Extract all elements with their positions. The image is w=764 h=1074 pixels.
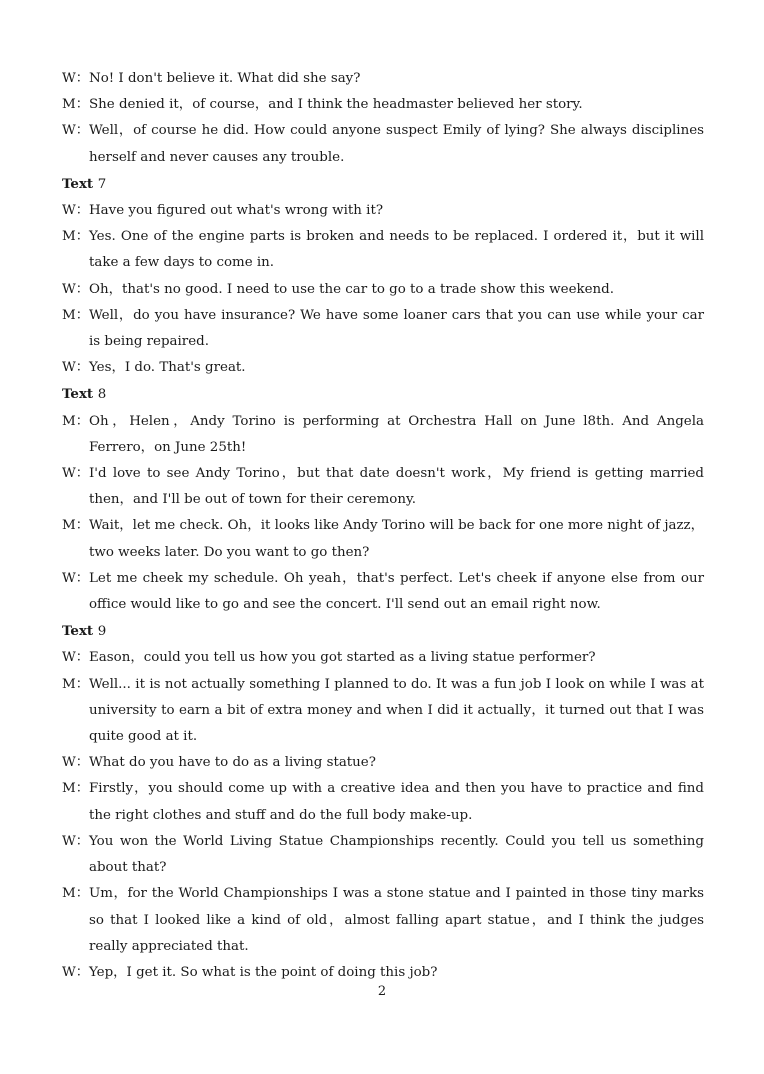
speaker-label: W： xyxy=(62,360,90,376)
utterance xyxy=(62,776,704,828)
utterance-text: Yes. One of the engine parts is broken and needs to be replaced. I ordered it，but it will take a few days to come in. xyxy=(89,229,704,271)
speaker-label: W： xyxy=(62,755,90,771)
speaker-label: W： xyxy=(62,466,90,482)
heading-number: 8 xyxy=(97,387,107,403)
utterance-text: Wait，let me check. Oh，it looks like Andy Torino will be back for one more night of jazz，two weeks later. Do you want to go then? xyxy=(89,518,704,560)
utterance xyxy=(62,198,704,224)
utterance xyxy=(62,224,704,276)
utterance-text: Eason，could you tell us how you got started as a living statue performer? xyxy=(89,650,596,666)
utterance-text: I'd love to see Andy Torino，but that date doesn't work，My friend is getting married then，and I'll be out of town for their ceremony. xyxy=(89,466,704,508)
utterance xyxy=(62,672,704,751)
utterance xyxy=(62,566,704,618)
utterance-text: Um，for the World Championships I was a stone statue and I painted in those tiny marks so that I looked like a kind of old，almost falling apart statue，and I think the judges really appreciated that. xyxy=(89,886,704,954)
utterance xyxy=(62,92,704,118)
utterance-text: No! I don't believe it. What did she say? xyxy=(89,71,361,86)
utterance-text: What do you have to do as a living statue? xyxy=(89,755,376,771)
utterance xyxy=(62,409,704,461)
speaker-label: W： xyxy=(62,833,90,849)
utterance-text: Yep，I get it. So what is the point of doing this job? xyxy=(89,964,438,980)
speaker-label: M： xyxy=(62,518,90,534)
speaker-label: W： xyxy=(62,71,90,86)
speaker-label: M： xyxy=(62,886,90,902)
section-heading-text-9 xyxy=(62,618,704,645)
utterance xyxy=(62,461,704,513)
utterance-text: Let me cheek my schedule. Oh yeah，that's perfect. Let's cheek if anyone else from our office would like to go and see the concert. I'll send out an email right now. xyxy=(89,570,704,613)
speaker-label: W： xyxy=(62,203,90,219)
section-heading-text-7 xyxy=(62,171,704,198)
transcript-body xyxy=(62,66,704,986)
page-number: 2 xyxy=(377,984,387,999)
speaker-label: M： xyxy=(62,676,90,692)
heading-label: Text xyxy=(62,175,94,192)
utterance xyxy=(62,881,704,960)
utterance xyxy=(62,960,704,986)
utterance xyxy=(62,66,704,92)
heading-number: 7 xyxy=(97,176,107,192)
utterance xyxy=(62,277,704,303)
utterance xyxy=(62,829,704,881)
speaker-label: M： xyxy=(62,307,90,323)
speaker-label: W： xyxy=(62,123,90,139)
utterance xyxy=(62,303,704,355)
speaker-label: W： xyxy=(62,570,90,586)
utterance-text: Have you figured out what's wrong with it? xyxy=(89,203,384,219)
utterance-text: Yes，I do. That's great. xyxy=(89,360,246,376)
utterance-text: Firstly，you should come up with a creative idea and then you have to practice and find the right clothes and stuff and do the full body make-up. xyxy=(89,781,704,823)
heading-label: Text xyxy=(62,623,94,640)
section-heading-text-8 xyxy=(62,381,704,408)
utterance-text: Well... it is not actually something I planned to do. It was a fun job I look on while I was at university to earn a bit of extra money and when I did it actually，it turned out that I was quite good at it. xyxy=(89,676,704,745)
utterance-text: You won the World Living Statue Championships recently. Could you tell us something about that? xyxy=(89,833,704,876)
speaker-label: M： xyxy=(62,229,90,245)
speaker-label: W： xyxy=(62,281,90,297)
utterance xyxy=(62,750,704,776)
utterance xyxy=(62,118,704,170)
heading-label: Text xyxy=(62,386,94,403)
speaker-label: W： xyxy=(62,964,90,980)
utterance xyxy=(62,513,704,565)
utterance-text: Well，of course he did. How could anyone suspect Emily of lying? She always disciplines herself and never causes any trouble. xyxy=(89,123,704,165)
utterance-text: Oh，that's no good. I need to use the car to go to a trade show this weekend. xyxy=(89,281,614,297)
heading-number: 9 xyxy=(97,624,107,640)
speaker-label: W： xyxy=(62,650,90,666)
speaker-label: M： xyxy=(62,97,90,113)
utterance xyxy=(62,645,704,671)
utterance-text: Well，do you have insurance? We have some loaner cars that you can use while your car is being repaired. xyxy=(89,307,704,350)
utterance-text: Oh，Helen，Andy Torino is performing at Orchestra Hall on June l8th. And Angela Ferrero，on June 25th! xyxy=(89,413,704,455)
speaker-label: M： xyxy=(62,781,90,797)
utterance xyxy=(62,355,704,381)
speaker-label: M： xyxy=(62,413,90,429)
utterance-text: She denied it，of course，and I think the headmaster believed her story. xyxy=(89,97,583,113)
